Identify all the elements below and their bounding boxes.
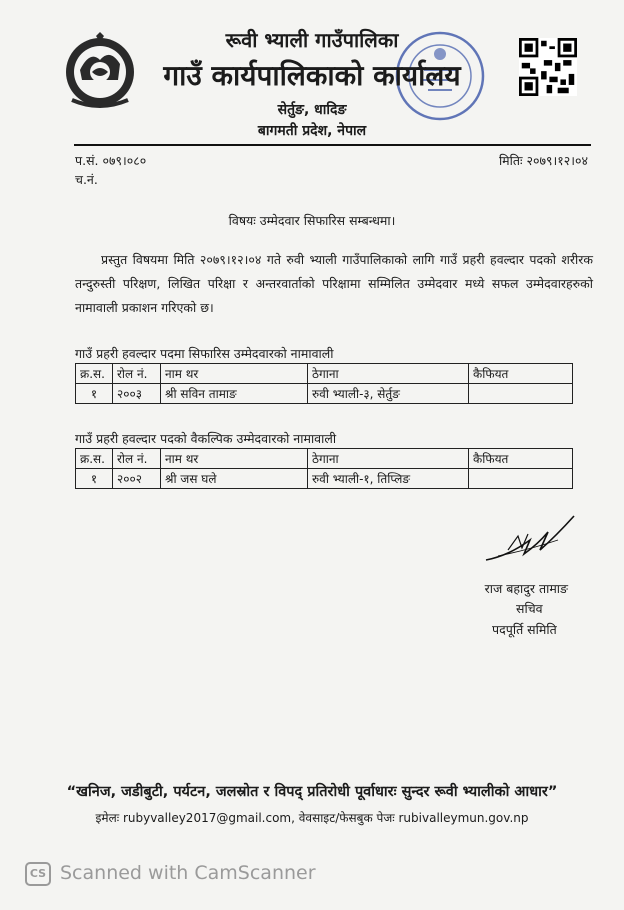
signatory-committee: पदपूर्ति समिति	[492, 622, 557, 637]
footer-contact: इमेलः rubyvalley2017@gmail.com, वेवसाइट/फेसबुक पेजः rubivalleymun.gov.np	[95, 811, 529, 825]
table-cell: श्री जस घले	[161, 469, 308, 489]
alternate-candidates-table	[75, 448, 573, 489]
recommended-candidates-table	[75, 363, 573, 404]
table-cell: श्री सविन तामाङ	[161, 384, 308, 404]
municipality-name: रूवी भ्याली गाउँपालिका	[225, 28, 399, 52]
header-cell: नाम थर	[161, 364, 308, 384]
table-cell: १	[76, 469, 113, 489]
header-cell: कैफियत	[469, 364, 573, 384]
header-cell: कैफियत	[469, 449, 573, 469]
table2-caption: गाउँ प्रहरी हवल्दार पदको वैकल्पिक उम्मेदवारको नामावाली	[75, 431, 337, 446]
table-cell: २००२	[113, 469, 161, 489]
header-divider	[74, 144, 591, 146]
header-cell: रोल नं.	[113, 364, 161, 384]
header-cell: ठेगाना	[308, 449, 469, 469]
table-cell	[469, 384, 573, 404]
office-title: गाउँ कार्यपालिकाको कार्यालय	[163, 59, 461, 92]
table-header-row	[76, 449, 573, 469]
table-cell: १	[76, 384, 113, 404]
signatory-title: सचिव	[516, 601, 543, 616]
header-cell: क्र.स.	[76, 449, 113, 469]
camscanner-watermark-text: Scanned with CamScanner	[60, 862, 316, 884]
header-cell: रोल नं.	[113, 449, 161, 469]
address-line-2: बागमती प्रदेश, नेपाल	[257, 123, 367, 139]
table-cell: रुवी भ्याली-३, सेर्तुङ	[308, 384, 469, 404]
header-cell: क्र.स.	[76, 364, 113, 384]
camscanner-logo-icon: CS	[25, 862, 51, 886]
header-cell: नाम थर	[161, 449, 308, 469]
address-line-1: सेर्तुङ, धादिङ	[277, 102, 347, 118]
table-cell: २००३	[113, 384, 161, 404]
reference-number: प.सं. ०७९।०८०	[75, 153, 147, 168]
body-paragraph: प्रस्तुत विषयमा मिति २०७९।१२।०४ गते रुवी भ्याली गाउँपालिकाको लागि गाउँ प्रहरी हवल्दार पदको शरीरक तन्दुरुस्ती परिक्षण, लिखित परिक्षा र अन्तरवार्ताको परिक्षामा सम्मिलित उम्मेदवार मध्ये सफल उम्मेदवारहरुको नामावाली प्रकाशन गरिएको छ।	[75, 252, 593, 315]
letter-date: मितिः २०७९।१२।०४	[498, 153, 588, 168]
dispatch-number: च.नं.	[75, 172, 98, 187]
table-row	[76, 384, 573, 404]
table-row	[76, 469, 573, 489]
table-cell	[469, 469, 573, 489]
handwritten-signature	[478, 510, 578, 570]
table-header-row	[76, 364, 573, 384]
header-cell: ठेगाना	[308, 364, 469, 384]
subject-line: विषयः उम्मेदवार सिफारिस सम्बन्धमा।	[228, 213, 396, 228]
table1-caption: गाउँ प्रहरी हवल्दार पदमा सिफारिस उम्मेदवारको नामावाली	[75, 346, 334, 361]
footer-motto: “खनिज, जडीबुटी, पर्यटन, जलस्रोत र विपद् प्रतिरोधी पूर्वाधारः सुन्दर रूवी भ्यालीको आधार”	[66, 784, 558, 800]
signatory-name: राज बहादुर तामाङ	[484, 581, 568, 596]
table-cell: रुवी भ्याली-१, तिप्लिङ	[308, 469, 469, 489]
